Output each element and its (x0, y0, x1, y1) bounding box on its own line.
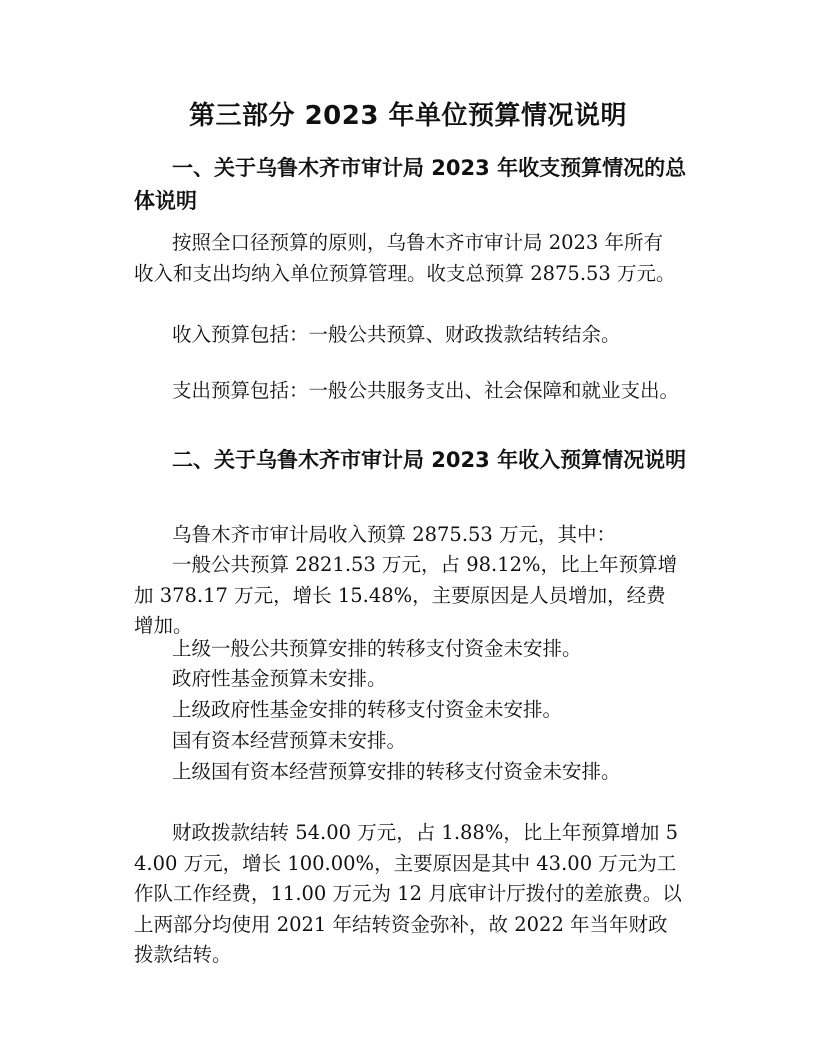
paragraph-income-scope: 收入预算包括：一般公共预算、财政拨款结转结余。 (172, 323, 621, 346)
paragraph-expense-scope: 支出预算包括：一般公共服务支出、社会保障和就业支出。 (172, 379, 680, 402)
paragraph-transfer-state-capital: 上级国有资本经营预算安排的转移支付资金未安排。 (172, 760, 621, 783)
paragraph-transfer-fund: 上级政府性基金安排的转移支付资金未安排。 (172, 698, 563, 721)
paragraph-general-budget: 一般公共预算 2821.53 万元，占 98.12%，比上年预算增加 378.17 万元，增长 15.48%，主要原因是人员增加，经费增加。 (134, 553, 678, 638)
paragraph-fund-budget: 政府性基金预算未安排。 (172, 667, 387, 690)
paragraph-transfer-general: 上级一般公共预算安排的转移支付资金未安排。 (172, 637, 582, 660)
section-heading-1: 一、关于乌鲁木齐市审计局 2023 年收支预算情况的总体说明 (134, 156, 687, 213)
page-title: 第三部分 2023 年单位预算情况说明 (189, 101, 627, 131)
paragraph-carryover: 财政拨款结转 54.00 万元，占 1.88%，比上年预算增加 54.00 万元，增长 100.00%，主要原因是其中 43.00 万元为工作队工作经费，11.00 万元为 12 月底审计厅拨付的差旅费。以上两部分均使用 2021 年结转资金弥补，故 2022 年当年财政拨款结转。 (134, 821, 682, 967)
paragraph-state-capital: 国有资本经营预算未安排。 (172, 729, 407, 752)
paragraph-income-total: 乌鲁木齐市审计局收入预算 2875.53 万元，其中： (172, 523, 617, 546)
paragraph-total-budget: 按照全口径预算的原则，乌鲁木齐市审计局 2023 年所有收入和支出均纳入单位预算管理。收支总预算 2875.53 万元。 (134, 231, 676, 285)
section-heading-2: 二、关于乌鲁木齐市审计局 2023 年收入预算情况说明 (172, 448, 687, 472)
